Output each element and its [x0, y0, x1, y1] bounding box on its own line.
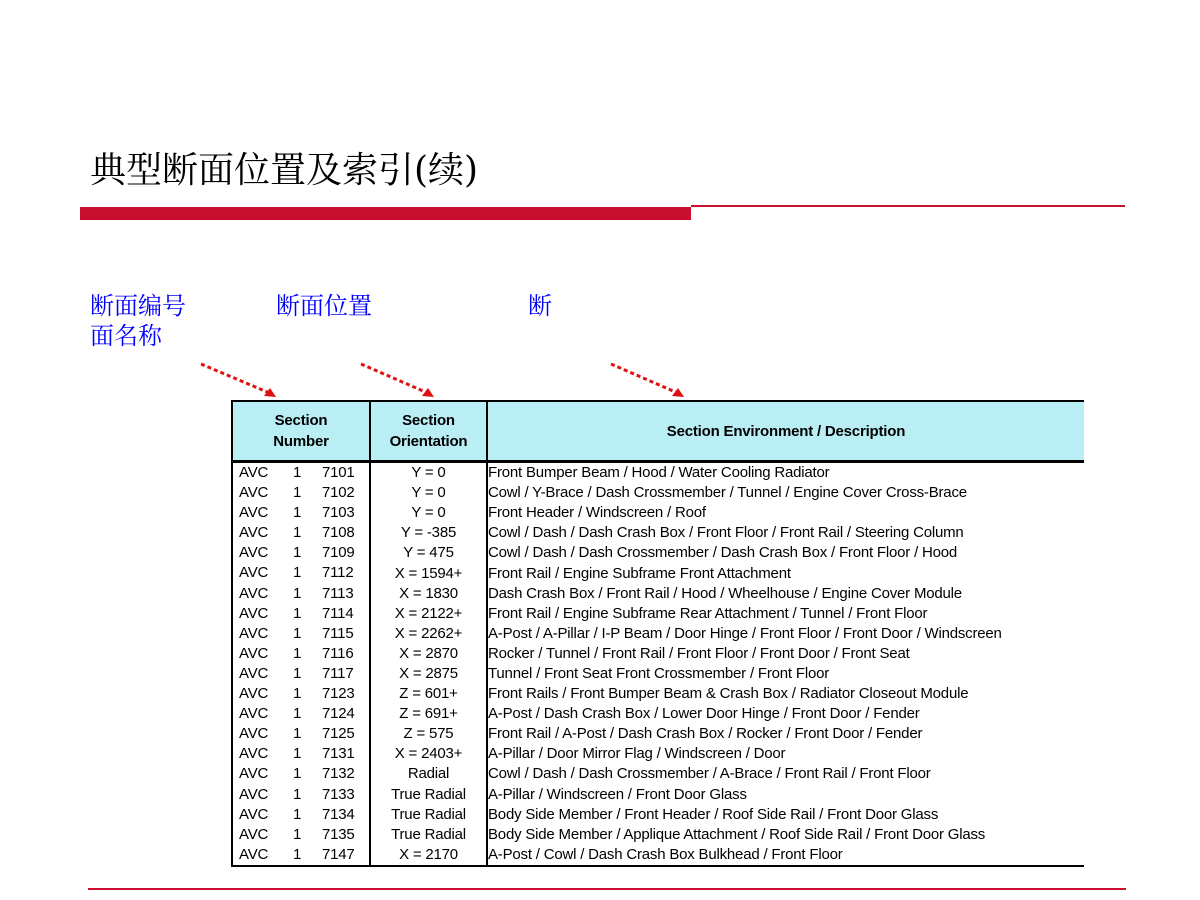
cell-group: 1 [293, 745, 302, 763]
cell-description: A-Post / Cowl / Dash Crash Box Bulkhead / Front Floor [487, 845, 1084, 866]
cell-id: 7123 [322, 685, 355, 703]
cell-id: 7108 [322, 524, 355, 542]
cell-prefix: AVC [239, 584, 269, 602]
cell-orientation: X = 1830 [370, 584, 487, 604]
cell-section-number [232, 584, 370, 604]
cell-prefix: AVC [239, 765, 269, 783]
cell-description: Body Side Member / Front Header / Roof Side Rail / Front Door Glass [488, 805, 939, 823]
header-number-line1: Section [274, 412, 328, 429]
table-row [232, 664, 1084, 684]
cell-group: 1 [293, 725, 302, 743]
cell-section-number [232, 624, 370, 644]
cell-prefix: AVC [239, 564, 269, 582]
table-row [232, 563, 1084, 583]
cell-orientation: X = 2870 [370, 644, 487, 664]
cell-orientation: X = 2262+ [370, 624, 487, 644]
cell-description: Front Rail / A-Post / Dash Crash Box / Rocker / Front Door / Fender [488, 725, 923, 743]
header-section-orientation [370, 401, 487, 462]
label-section-name-suffix: 面名称 [90, 322, 162, 350]
arrow-to-section-description-dashes [611, 364, 680, 394]
cell-orientation: X = 1594+ [370, 563, 487, 583]
cell-group: 1 [293, 584, 302, 602]
cell-section-number [232, 764, 370, 784]
table-row [232, 724, 1084, 744]
cell-orientation: X = 2875 [370, 664, 487, 684]
cell-section-number [232, 483, 370, 503]
arrow-to-section-orientation-dashes [361, 364, 430, 394]
cell-orientation: True Radial [370, 825, 487, 845]
cell-orientation: Y = -385 [370, 523, 487, 543]
cell-section-number [232, 684, 370, 704]
cell-prefix: AVC [239, 624, 269, 642]
cell-prefix: AVC [239, 785, 269, 803]
cell-section-number [232, 503, 370, 523]
cell-group: 1 [293, 765, 302, 783]
cell-description: Front Rails / Front Bumper Beam & Crash Box / Radiator Closeout Module [488, 685, 969, 703]
cell-prefix: AVC [239, 484, 269, 502]
cell-id: 7131 [322, 745, 355, 763]
cell-group: 1 [293, 644, 302, 662]
cell-prefix: AVC [239, 524, 269, 542]
table-row [232, 845, 1084, 866]
cell-orientation: True Radial [370, 785, 487, 805]
cell-section-number [232, 664, 370, 684]
cell-section-number [232, 744, 370, 764]
cell-section-number [232, 845, 370, 866]
cell-description: A-Pillar / Door Mirror Flag / Windscreen / Door [488, 745, 786, 763]
cell-description: Front Bumper Beam / Hood / Water Cooling Radiator [488, 464, 830, 482]
cell-orientation: Y = 475 [370, 543, 487, 563]
cell-prefix: AVC [239, 504, 269, 522]
cell-prefix: AVC [239, 604, 269, 622]
cell-group: 1 [293, 544, 302, 562]
cell-description: Cowl / Dash / Dash Crash Box / Front Floor / Front Rail / Steering Column [488, 524, 964, 542]
cell-prefix: AVC [239, 825, 269, 843]
cell-group: 1 [293, 685, 302, 703]
cell-prefix: AVC [239, 664, 269, 682]
cell-orientation: Y = 0 [370, 462, 487, 484]
cell-section-number [232, 825, 370, 845]
cell-section-number [232, 604, 370, 624]
cell-orientation: Y = 0 [370, 503, 487, 523]
cell-description: Tunnel / Front Seat Front Crossmember / Front Floor [488, 664, 830, 682]
label-section-position: 断面位置 [276, 292, 372, 320]
cell-prefix: AVC [239, 805, 269, 823]
arrow-head-icon [672, 388, 684, 397]
table-row [232, 584, 1084, 604]
cell-group: 1 [293, 524, 302, 542]
table-row [232, 805, 1084, 825]
cell-group: 1 [293, 624, 302, 642]
cell-prefix: AVC [239, 845, 269, 863]
cell-section-number [232, 644, 370, 664]
cell-description: Dash Crash Box / Front Rail / Hood / Wheelhouse / Engine Cover Module [488, 584, 962, 602]
table-row [232, 684, 1084, 704]
section-index-table [231, 400, 1084, 867]
table-row [232, 483, 1084, 503]
table-row [232, 825, 1084, 845]
cell-prefix: AVC [239, 745, 269, 763]
cell-section-number [232, 563, 370, 583]
table-row [232, 624, 1084, 644]
cell-prefix: AVC [239, 464, 269, 481]
cell-description: Body Side Member / Applique Attachment / Roof Side Rail / Front Door Glass [488, 825, 986, 843]
cell-group: 1 [293, 845, 302, 863]
cell-description: Cowl / Dash / Dash Crossmember / A-Brace / Front Rail / Front Floor [488, 765, 931, 783]
cell-description: Front Rail / Engine Subframe Front Attachment [488, 564, 791, 582]
cell-id: 7117 [322, 664, 354, 682]
header-section-description: Section Environment / Description [487, 401, 1084, 462]
cell-section-number [232, 724, 370, 744]
arrow-head-icon [422, 388, 434, 397]
cell-group: 1 [293, 484, 302, 502]
cell-group: 1 [293, 785, 302, 803]
cell-description: Cowl / Dash / Dash Crossmember / Dash Crash Box / Front Floor / Hood [488, 544, 958, 562]
cell-group: 1 [293, 464, 302, 481]
table-row [232, 462, 1084, 484]
table-row [232, 644, 1084, 664]
cell-description: A-Post / Dash Crash Box / Lower Door Hinge / Front Door / Fender [488, 705, 920, 723]
table-row [232, 543, 1084, 563]
cell-id: 7109 [322, 544, 355, 562]
cell-group: 1 [293, 564, 302, 582]
header-orientation-line2: Orientation [389, 433, 468, 450]
cell-prefix: AVC [239, 644, 269, 662]
cell-group: 1 [293, 705, 302, 723]
cell-orientation: Z = 601+ [370, 684, 487, 704]
cell-id: 7101 [322, 464, 355, 481]
cell-group: 1 [293, 825, 302, 843]
table-row [232, 744, 1084, 764]
cell-section-number [232, 704, 370, 724]
cell-description: A-Post / A-Pillar / I-P Beam / Door Hinge / Front Floor / Front Door / Windscreen [488, 624, 1002, 642]
cell-section-number [232, 523, 370, 543]
cell-section-number [232, 785, 370, 805]
table-row [232, 764, 1084, 784]
cell-group: 1 [293, 604, 302, 622]
label-section-name-prefix: 断 [528, 292, 552, 320]
cell-id: 7124 [322, 705, 355, 723]
header-orientation-line1: Section [402, 412, 455, 429]
table-row [232, 604, 1084, 624]
header-number-line2: Number [273, 433, 329, 450]
cell-prefix: AVC [239, 725, 269, 743]
cell-section-number [232, 462, 370, 484]
cell-id: 7125 [322, 725, 355, 743]
cell-orientation: X = 2122+ [370, 604, 487, 624]
table-row [232, 503, 1084, 523]
table-header-row [232, 401, 1084, 462]
cell-orientation: Y = 0 [370, 483, 487, 503]
cell-prefix: AVC [239, 544, 269, 562]
cell-section-number [232, 543, 370, 563]
cell-id: 7133 [322, 785, 355, 803]
cell-id: 7103 [322, 504, 355, 522]
cell-id: 7102 [322, 484, 355, 502]
cell-orientation: X = 2403+ [370, 744, 487, 764]
cell-orientation: True Radial [370, 805, 487, 825]
cell-orientation: Z = 691+ [370, 704, 487, 724]
table-row [232, 523, 1084, 543]
cell-section-number [232, 805, 370, 825]
label-section-number: 断面编号 [90, 292, 186, 320]
footer-rule [88, 888, 1126, 890]
cell-group: 1 [293, 805, 302, 823]
cell-orientation: Z = 575 [370, 724, 487, 744]
cell-id: 7135 [322, 825, 355, 843]
cell-description: Front Header / Windscreen / Roof [488, 504, 706, 522]
cell-id: 7115 [322, 624, 354, 642]
cell-prefix: AVC [239, 705, 269, 723]
table-row [232, 785, 1084, 805]
cell-description: Front Rail / Engine Subframe Rear Attachment / Tunnel / Front Floor [488, 604, 928, 622]
cell-id: 7113 [322, 584, 354, 602]
cell-id: 7132 [322, 765, 355, 783]
table-row [232, 704, 1084, 724]
cell-id: 7147 [322, 845, 355, 863]
cell-group: 1 [293, 664, 302, 682]
cell-group: 1 [293, 504, 302, 522]
cell-orientation: Radial [370, 764, 487, 784]
cell-id: 7112 [322, 564, 354, 582]
cell-id: 7114 [322, 604, 354, 622]
cell-prefix: AVC [239, 685, 269, 703]
cell-id: 7134 [322, 805, 355, 823]
cell-orientation: X = 2170 [370, 845, 487, 866]
cell-id: 7116 [322, 644, 354, 662]
slide-title: 典型断面位置及索引(续) [90, 150, 479, 191]
arrow-to-section-number-dashes [201, 364, 272, 394]
header-section-number [232, 401, 370, 462]
cell-description: Rocker / Tunnel / Front Rail / Front Floor / Front Door / Front Seat [488, 644, 910, 662]
cell-description: A-Pillar / Windscreen / Front Door Glass [488, 785, 747, 803]
cell-description: Cowl / Y-Brace / Dash Crossmember / Tunnel / Engine Cover Cross-Brace [488, 484, 967, 502]
